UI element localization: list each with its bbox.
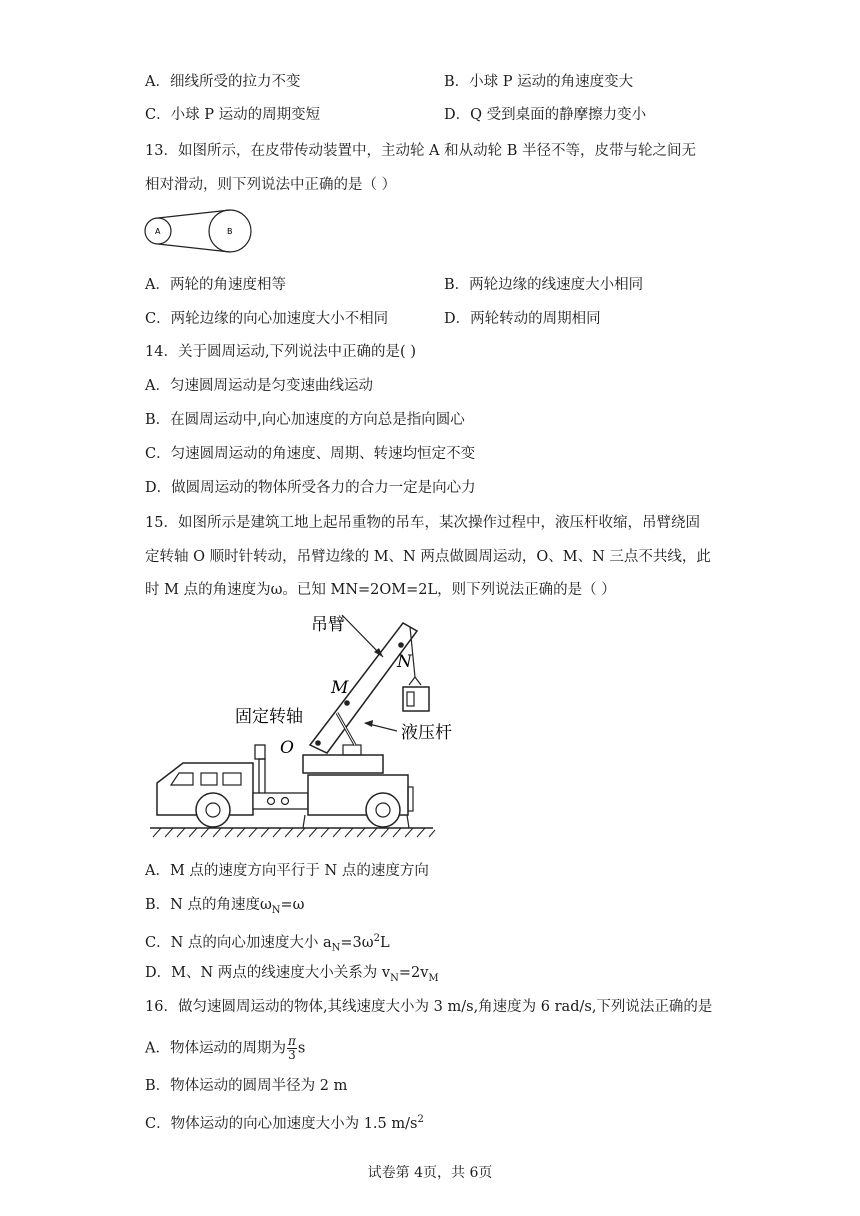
q16-option-a: A．物体运动的周期为 $\frac{\pi}{3}$ s bbox=[145, 1034, 306, 1062]
q14-option-d: D．做圆周运动的物体所受各力的合力一定是向心力 bbox=[145, 480, 476, 496]
crane-truck-figure bbox=[145, 605, 452, 845]
q16-option-b: B．物体运动的圆周半径为 2 m bbox=[145, 1078, 348, 1094]
q14-option-b: B．在圆周运动中,向心加速度的方向总是指向圆心 bbox=[145, 412, 465, 428]
q13-option-d: D．两轮转动的周期相同 bbox=[444, 311, 601, 327]
label-point-o: O bbox=[280, 738, 294, 758]
wheel-a-label: A bbox=[155, 227, 161, 236]
q14-option-c: C．匀速圆周运动的角速度、周期、转速均恒定不变 bbox=[145, 446, 476, 462]
q14-stem: 14．关于圆周运动,下列说法中正确的是( ) bbox=[145, 344, 416, 360]
q15-stem-line3: 时 M 点的角速度为ω。已知 MN=2OM=2L，则下列说法正确的是（ ） bbox=[145, 582, 616, 598]
label-boom-arm: 吊臂 bbox=[311, 615, 345, 635]
fraction-pi-over-3: $\frac{\pi}{3}$ bbox=[287, 1034, 296, 1062]
q15-stem-line2: 定转轴 O 顺时针转动，吊臂边缘的 M、N 两点做圆周运动，O、M、N 三点不共线，此 bbox=[145, 549, 711, 565]
belt-pulley-figure bbox=[140, 205, 270, 255]
q13-option-b: B．两轮边缘的线速度大小相同 bbox=[444, 277, 644, 293]
q13-option-c: C．两轮边缘的向心加速度大小不相同 bbox=[145, 311, 389, 327]
q12-option-d: D．Q 受到桌面的静摩擦力变小 bbox=[444, 107, 647, 123]
label-fixed-axis: 固定转轴 bbox=[235, 707, 303, 727]
q12-option-c: C．小球 P 运动的周期变短 bbox=[145, 107, 321, 123]
wheel-b-label: B bbox=[227, 227, 233, 236]
q15-option-a: A．M 点的速度方向平行于 N 点的速度方向 bbox=[145, 863, 429, 879]
q13-option-a: A．两轮的角速度相等 bbox=[145, 277, 286, 293]
q15-stem-line1: 15．如图所示是建筑工地上起吊重物的吊车，某次操作过程中，液压杆收缩，吊臂绕固 bbox=[145, 515, 700, 531]
q15-option-c: C．N 点的向心加速度大小 $a_N=3\omega^2L$ bbox=[145, 933, 390, 954]
page-footer: 试卷第 4页，共 6页 bbox=[367, 1165, 493, 1181]
q12-option-a: A．细线所受的拉力不变 bbox=[145, 74, 301, 90]
q13-stem-line2: 相对滑动，则下列说法中正确的是（ ） bbox=[145, 177, 397, 193]
q15-option-b: B．N 点的角速度$\omega_N=\omega$ bbox=[145, 897, 305, 916]
label-point-m: M bbox=[331, 678, 349, 698]
label-hydraulic-rod: 液压杆 bbox=[401, 723, 452, 743]
q12-option-b: B．小球 P 运动的角速度变大 bbox=[444, 74, 634, 90]
q16-option-c: C．物体运动的向心加速度大小为 1.5 $m/s^2$ bbox=[145, 1114, 424, 1132]
q15-option-d: D．M、N 两点的线速度大小关系为 $v_N=2v_M$ bbox=[145, 965, 439, 984]
q16-stem: 16．做匀速圆周运动的物体,其线速度大小为 3 m/s,角速度为 6 rad/s,下列说法正确的是 bbox=[145, 999, 713, 1015]
label-point-n: N bbox=[397, 652, 412, 672]
q13-stem-line1: 13．如图所示，在皮带传动装置中，主动轮 A 和从动轮 B 半径不等，皮带与轮之间无 bbox=[145, 143, 697, 159]
q14-option-a: A．匀速圆周运动是匀变速曲线运动 bbox=[145, 378, 373, 394]
